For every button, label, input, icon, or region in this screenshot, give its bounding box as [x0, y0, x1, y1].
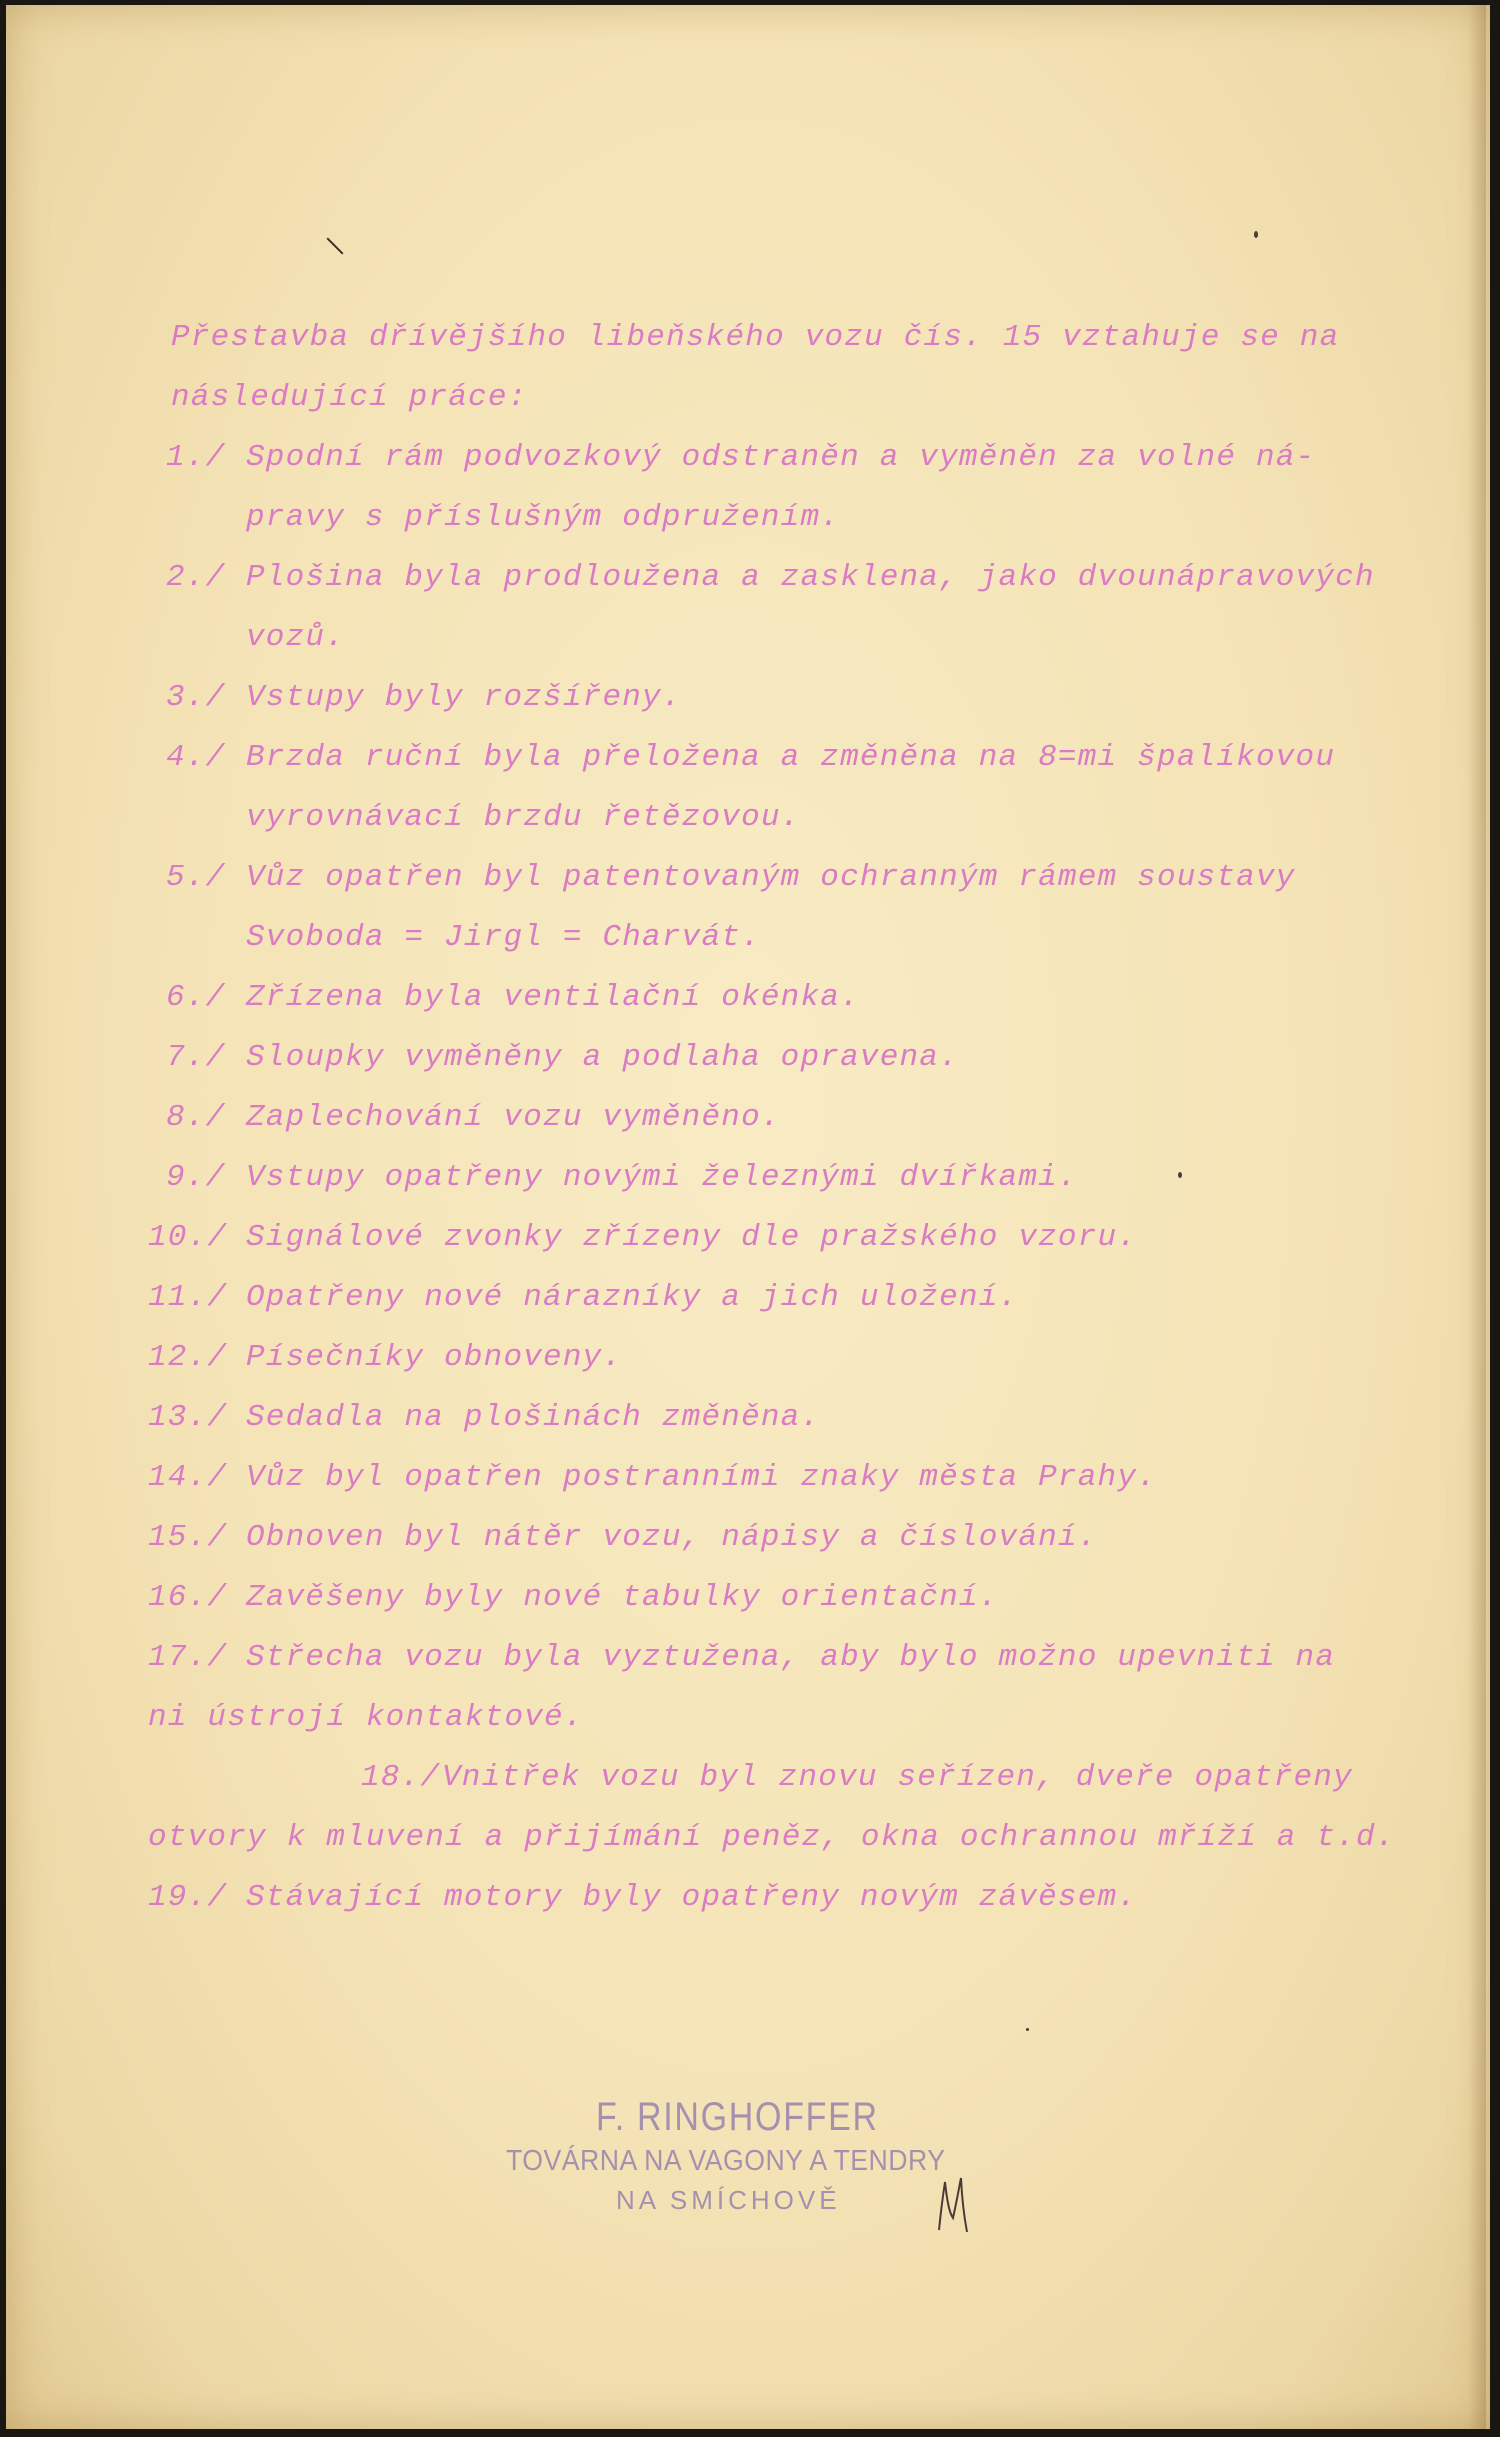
item-3-num: 3./: [166, 680, 226, 715]
item-18-num: 18./: [361, 1760, 441, 1795]
item-14-num: 14./: [148, 1460, 228, 1495]
paper-scratch: [327, 238, 344, 255]
item-11-num: 11./: [148, 1280, 228, 1315]
item-9-line-1: Vstupy opatřeny novými železnými dvířkami.: [246, 1160, 1078, 1195]
item-2-line-2: vozů.: [246, 620, 346, 655]
item-1-num: 1./: [166, 440, 226, 475]
item-14-line-1: Vůz byl opatřen postranními znaky města Prahy.: [246, 1460, 1157, 1495]
item-16-line-1: Zavěšeny byly nové tabulky orientační.: [246, 1580, 999, 1615]
item-1-line-2: pravy s příslušným odpružením.: [246, 500, 841, 535]
item-5-line-2: Svoboda = Jirgl = Charvát.: [246, 920, 761, 955]
item-10-line-1: Signálové zvonky zřízeny dle pražského vzoru.: [246, 1220, 1138, 1255]
item-17-line-1: Střecha vozu byla vyztužena, aby bylo možno upevniti na: [246, 1640, 1336, 1675]
item-16-num: 16./: [148, 1580, 228, 1615]
item-10-num: 10./: [148, 1220, 228, 1255]
paper-speck: [1026, 2028, 1029, 2031]
item-19-line-1: Stávající motory byly opatřeny novým závěsem.: [246, 1880, 1138, 1915]
item-4-line-2: vyrovnávací brzdu řetězovou.: [246, 800, 801, 835]
item-7-line-1: Sloupky vyměněny a podlaha opravena.: [246, 1040, 959, 1075]
intro-line-1: Přestavba dřívějšího libeňského vozu čís. 15 vztahuje se na: [171, 320, 1340, 355]
item-5-num: 5./: [166, 860, 226, 895]
item-7-num: 7./: [166, 1040, 226, 1075]
signature-mark: [931, 2170, 976, 2240]
stamp-company-name: F. RINGHOFFER: [596, 2095, 879, 2139]
item-2-line-1: Plošina byla prodloužena a zasklena, jako dvounápravových: [246, 560, 1375, 595]
stamp-factory-line: TOVÁRNA NA VAGONY A TENDRY: [506, 2145, 946, 2177]
item-13-num: 13./: [148, 1400, 228, 1435]
item-11-line-1: Opatřeny nové nárazníky a jich uložení.: [246, 1280, 1019, 1315]
item-3-line-1: Vstupy byly rozšířeny.: [246, 680, 682, 715]
item-18-line-1: Vnitřek vozu byl znovu seřízen, dveře opatřeny: [442, 1760, 1353, 1795]
document-page: [6, 5, 1490, 2429]
item-13-line-1: Sedadla na plošinách změněna.: [246, 1400, 821, 1435]
paper-speck: [1254, 231, 1258, 238]
item-9-num: 9./: [166, 1160, 226, 1195]
item-18-line-2: otvory k mluvení a přijímání peněz, okna ochrannou mříží a t.d.: [148, 1820, 1396, 1855]
item-5-line-1: Vůz opatřen byl patentovaným ochranným rámem soustavy: [246, 860, 1296, 895]
item-15-num: 15./: [148, 1520, 228, 1555]
paper-speck: [1178, 1172, 1182, 1178]
item-4-num: 4./: [166, 740, 226, 775]
item-19-num: 19./: [148, 1880, 228, 1915]
item-17-line-2: ni ústrojí kontaktové.: [148, 1700, 584, 1735]
item-8-num: 8./: [166, 1100, 226, 1135]
item-8-line-1: Zaplechování vozu vyměněno.: [246, 1100, 781, 1135]
stamp-location-line: NA SMÍCHOVĚ: [616, 2185, 841, 2215]
item-12-line-1: Písečníky obnoveny.: [246, 1340, 623, 1375]
item-4-line-1: Brzda ruční byla přeložena a změněna na 8=mi špalíkovou: [246, 740, 1336, 775]
item-6-num: 6./: [166, 980, 226, 1015]
intro-line-2: následující práce:: [171, 380, 528, 415]
item-12-num: 12./: [148, 1340, 228, 1375]
item-6-line-1: Zřízena byla ventilační okénka.: [246, 980, 860, 1015]
item-2-num: 2./: [166, 560, 226, 595]
item-1-line-1: Spodní rám podvozkový odstraněn a vyměněn za volné ná-: [246, 440, 1316, 475]
item-15-line-1: Obnoven byl nátěr vozu, nápisy a číslování.: [246, 1520, 1098, 1555]
item-17-num: 17./: [148, 1640, 228, 1675]
